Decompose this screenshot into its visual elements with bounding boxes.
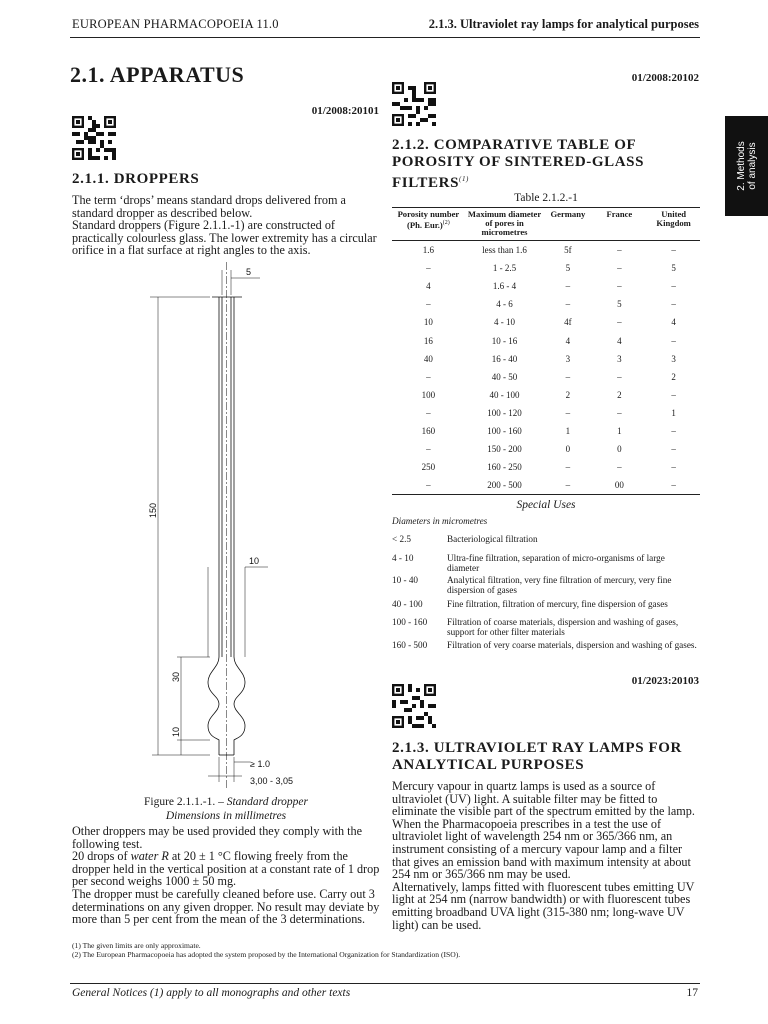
running-header-left: EUROPEAN PHARMACOPOEIA 11.0 bbox=[72, 17, 279, 31]
ref-code-20102: 01/2008:20102 bbox=[631, 72, 699, 84]
uv-p1: Mercury vapour in quartz lamps is used as a source of ultraviolet (UV) light. A suitable filter may be fitted to eliminate the visible part of the spectrum emitted by the lamp. When the Pharmacopoeia prescribes in a test the use of ultraviolet light of wavelength 254 nm or 365/366 nm, an instrument consisting of a mercury vapour lamp and a filter that gives an emission band with maximum intensity at about 254 nm or 365/366 nm may be used. bbox=[392, 779, 695, 882]
droppers-intro-p2: Standard droppers (Figure 2.1.1.-1) are constructed of practically colourless glass. The lower extremity has a circular orifice in a flat surface at right angles to the axis. bbox=[72, 218, 377, 258]
table-cell: 10 bbox=[423, 317, 433, 328]
droppers-p3: Other droppers may be used provided they comply with the following test. bbox=[72, 824, 363, 851]
table-cell: – bbox=[617, 462, 622, 473]
table-cell: 0 bbox=[617, 444, 622, 455]
table-row bbox=[392, 476, 700, 494]
table-cell: – bbox=[617, 281, 622, 292]
table-cell: 10 - 16 bbox=[491, 335, 518, 346]
table-cell: – bbox=[671, 335, 676, 346]
caption-title: Standard dropper bbox=[226, 796, 308, 808]
table-row bbox=[392, 277, 700, 295]
table-cell: 40 bbox=[423, 353, 433, 364]
dim-tip-diameter: 3,00 - 3,05 bbox=[250, 776, 294, 786]
table-cell: 4f bbox=[564, 317, 572, 328]
dim-wall: ≥ 1.0 bbox=[250, 759, 270, 769]
table-cell: 160 - 250 bbox=[487, 462, 522, 473]
side-tab-line1: 2. Methods bbox=[735, 141, 747, 191]
table-cell: 3 bbox=[565, 353, 571, 364]
diameters-note: Diameters in micrometres bbox=[392, 516, 488, 526]
dropper-test-text bbox=[72, 825, 382, 926]
droppers-intro-p1: The term ‘drops’ means standard drops delivered from a standard dropper as described below. bbox=[72, 193, 346, 220]
table-cell: – bbox=[426, 444, 431, 455]
caption-prefix: Figure 2.1.1.-1. – bbox=[144, 796, 227, 808]
table-row bbox=[392, 440, 700, 458]
qr-code-icon bbox=[392, 684, 436, 728]
qr-code-icon bbox=[392, 82, 436, 126]
table-cell: 16 - 40 bbox=[491, 353, 518, 364]
table-cell: 1 - 2.5 bbox=[492, 263, 517, 274]
porosity-table bbox=[392, 208, 700, 494]
table-cell: 5 bbox=[671, 263, 676, 274]
col-header-max-diameter: Maximum diameter of pores in micrometres bbox=[467, 209, 542, 237]
table-cell: 3 bbox=[617, 353, 622, 364]
footnote-ref-1: (1) bbox=[459, 175, 469, 183]
table-title: Table 2.1.2.-1 bbox=[514, 192, 578, 204]
table-cell: 1 bbox=[671, 407, 676, 418]
droppers-p5: The dropper must be carefully cleaned before use. Carry out 3 determinations on any given dropper. No result may deviate by more than 5 per cent from the mean of the 3 determinations. bbox=[72, 886, 380, 927]
table-row bbox=[392, 331, 700, 349]
table-cell: 00 bbox=[614, 480, 624, 491]
standard-dropper-figure bbox=[150, 262, 320, 792]
droppers-p4: 20 drops of water R at 20 ± 1 °C flowing freely from the dropper held in the vertical position at a constant rate of 1 drop per second weighs 1000 ± 50 mg. bbox=[72, 849, 380, 889]
special-uses-list: < 2.5 Bacteriological filtration 4 - 10 Ultra-fine filtration, separation of micro-organisms of large diameter 10 - 40 Analytical filtration, very fine filtration of mercury, very fine dispersion of gases 40 - 100 Fine filtration, filtration of mercury, fine dispersion of gases 100 - 160 Filtration of coarse materials, dispersion and washing of gases, support for other filter materials 160 - 500 Filtration of very coarse materials, dispersion and washing of gases. bbox=[392, 534, 697, 650]
table-cell: less than 1.6 bbox=[482, 245, 527, 256]
table-row bbox=[392, 259, 700, 277]
table-cell: 40 - 100 bbox=[489, 389, 520, 400]
table-cell: – bbox=[565, 371, 571, 382]
table-row bbox=[392, 241, 700, 259]
footer-rule bbox=[70, 983, 700, 984]
footnote-1: (1) The given limits are only approximate. bbox=[72, 941, 201, 950]
table-cell: – bbox=[671, 444, 676, 455]
section-side-tab bbox=[725, 116, 768, 216]
table-row bbox=[392, 386, 700, 404]
uv-lamps-heading: 2.1.3. ULTRAVIOLET RAY LAMPS FOR ANALYTICAL PURPOSES bbox=[392, 740, 682, 773]
caption-units: Dimensions in millimetres bbox=[165, 810, 287, 822]
dim-top: 5 bbox=[246, 267, 252, 277]
table-cell: – bbox=[671, 462, 676, 473]
table-cell: 1.6 bbox=[422, 245, 435, 256]
table-cell: – bbox=[426, 407, 431, 418]
table-cell: 5 bbox=[617, 299, 622, 310]
col-header-uk: United Kingdom bbox=[656, 209, 691, 228]
table-row bbox=[392, 422, 700, 440]
table-cell: 100 - 160 bbox=[487, 425, 522, 436]
table-cell: 250 bbox=[421, 462, 436, 473]
table-row bbox=[392, 458, 700, 476]
table-cell: 4 bbox=[617, 335, 622, 346]
table-cell: – bbox=[426, 299, 431, 310]
side-tab-line2: of analysis bbox=[746, 142, 758, 190]
footnotes bbox=[72, 941, 712, 959]
dim-length: 150 bbox=[148, 502, 158, 518]
table-cell: – bbox=[426, 480, 431, 491]
col-header-france: France bbox=[606, 209, 633, 219]
table-cell: 4 - 10 bbox=[494, 317, 516, 328]
table-cell: – bbox=[426, 371, 431, 382]
porosity-heading: 2.1.2. COMPARATIVE TABLE OF POROSITY OF SINTERED-GLASS FILTERS$^{(1)}$ bbox=[392, 137, 645, 191]
table-cell: – bbox=[565, 480, 571, 491]
table-cell: – bbox=[617, 263, 622, 274]
droppers-heading: 2.1.1. DROPPERS bbox=[72, 171, 200, 187]
qr-code-icon bbox=[72, 116, 116, 160]
table-cell: 100 bbox=[421, 389, 436, 400]
uv-p2: Alternatively, lamps fitted with fluorescent tubes emitting UV light at 254 nm (narrow bandwidth) or with fluorescent tubes emitting broadband UVA light (315-380 nm; long-wave UV light) can be used. bbox=[392, 879, 695, 932]
table-cell: 16 bbox=[423, 335, 433, 346]
table-cell: – bbox=[671, 389, 676, 400]
uv-lamps-text bbox=[392, 780, 700, 931]
table-cell: – bbox=[617, 245, 622, 256]
table-cell: 5 bbox=[565, 263, 571, 274]
running-header-right: 2.1.3. Ultraviolet ray lamps for analytical purposes bbox=[428, 17, 699, 31]
table-cell: 0 bbox=[565, 444, 571, 455]
table-cell: – bbox=[617, 371, 622, 382]
table-cell: – bbox=[671, 299, 676, 310]
dim-tip-height: 10 bbox=[171, 726, 181, 737]
table-cell: 2 bbox=[671, 371, 676, 382]
table-cell: 1 bbox=[617, 425, 622, 436]
table-cell: 1.6 - 4 bbox=[492, 281, 517, 292]
table-row bbox=[392, 295, 700, 313]
droppers-intro bbox=[72, 194, 380, 257]
table-cell: 100 - 120 bbox=[487, 407, 522, 418]
ref-code-20103: 01/2023:20103 bbox=[631, 675, 699, 687]
table-cell: – bbox=[671, 480, 676, 491]
col-header-porosity: Porosity number (Ph. Eur.)$^{(2)}$ bbox=[397, 209, 460, 230]
table-cell: 3 bbox=[671, 353, 676, 364]
table-cell: – bbox=[565, 299, 571, 310]
chapter-title: 2.1. APPARATUS bbox=[70, 62, 245, 87]
special-uses-title: Special Uses bbox=[516, 499, 576, 511]
table-cell: – bbox=[671, 281, 676, 292]
table-cell: 4 bbox=[426, 281, 431, 292]
table-cell: – bbox=[671, 245, 676, 256]
table-cell: 40 - 50 bbox=[491, 371, 518, 382]
table-cell: 1 bbox=[565, 425, 571, 436]
table-cell: – bbox=[426, 263, 431, 274]
table-row bbox=[392, 350, 700, 368]
col-header-germany: Germany bbox=[550, 209, 586, 219]
table-cell: 2 bbox=[565, 389, 571, 400]
dim-bulb-width: 10 bbox=[249, 556, 260, 566]
dim-bulb-height: 30 bbox=[171, 671, 181, 682]
table-cell: – bbox=[565, 462, 571, 473]
table-row bbox=[392, 404, 700, 422]
table-cell: 4 bbox=[671, 317, 676, 328]
table-cell: 150 - 200 bbox=[487, 444, 522, 455]
table-cell: – bbox=[617, 317, 622, 328]
figure-caption bbox=[72, 795, 380, 823]
table-cell: 4 bbox=[565, 335, 571, 346]
porosity-table-block bbox=[392, 192, 700, 495]
table-row bbox=[392, 313, 700, 331]
table-cell: – bbox=[671, 425, 676, 436]
table-cell: 2 bbox=[617, 389, 622, 400]
table-row bbox=[392, 368, 700, 386]
ref-code-20101: 01/2008:20101 bbox=[311, 105, 379, 117]
header-rule bbox=[70, 37, 700, 38]
footer-notice: General Notices (1) apply to all monographs and other texts bbox=[72, 987, 351, 999]
table-cell: – bbox=[565, 281, 571, 292]
table-cell: – bbox=[565, 407, 571, 418]
table-cell: 200 - 500 bbox=[487, 480, 522, 491]
table-cell: 5f bbox=[564, 245, 572, 256]
footnote-2: (2) The European Pharmacopoeia has adopted the system proposed by the International Organization for Standardization (ISO). bbox=[72, 950, 461, 959]
table-cell: – bbox=[617, 407, 622, 418]
page-number: 17 bbox=[686, 987, 698, 999]
table-cell: 160 bbox=[421, 425, 436, 436]
table-cell: 4 - 6 bbox=[496, 299, 513, 310]
